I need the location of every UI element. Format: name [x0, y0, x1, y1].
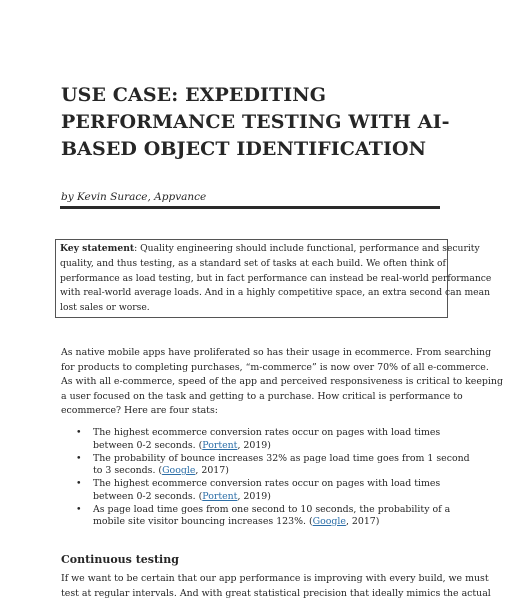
bullet-icon: •: [76, 427, 82, 438]
bullet-text-line-1: The probability of bounce increases 32% as page load time goes from 1 second: [93, 452, 470, 464]
key-statement-text-1: : Quality engineering should include functional, performance and security: [134, 243, 480, 254]
source-link-google[interactable]: Google: [312, 516, 346, 527]
title-divider: [60, 206, 440, 209]
source-link-portent[interactable]: Portent: [202, 439, 238, 451]
document-title: [61, 82, 481, 163]
key-statement-line-3: performance as load testing, but in fact performance can instead be real-world performance: [60, 272, 492, 284]
key-statement-box: [55, 239, 492, 318]
section-paragraph: [61, 572, 491, 601]
bullet-text: between 0-2 seconds. (: [93, 439, 203, 451]
bullet-text-line-2: [93, 465, 456, 478]
bullet-year: , 2017): [345, 516, 380, 527]
bullet-text: mobile site visitor bouncing increases 123%. (: [93, 516, 313, 527]
intro-paragraph: [61, 346, 503, 419]
bullet-text: between 0-2 seconds. (: [93, 490, 203, 502]
section-line-1: If we want to be certain that our app performance is improving with every build, we must: [61, 573, 489, 584]
key-statement-line-5: lost sales or worse.: [60, 302, 150, 314]
intro-line-1: As native mobile apps have proliferated so has their usage in ecommerce. From searching: [61, 347, 492, 358]
key-statement-label: Key statement: [60, 243, 135, 254]
key-statement-line-4: with real-world average loads. And in a highly competitive space, an extra second can mean: [60, 287, 491, 299]
byline: by Kevin Surace, Appvance: [61, 191, 207, 203]
section-heading: Continuous testing: [61, 553, 179, 566]
bullet-year: , 2017): [195, 465, 229, 476]
bullet-text-line-1: As page load time goes from one second to 10 seconds, the probability of a: [93, 503, 451, 515]
bullet-icon: •: [76, 503, 82, 515]
title-line-2: PERFORMANCE TESTING WITH AI-: [61, 111, 450, 133]
bullet-icon: •: [76, 478, 82, 489]
bullet-icon: •: [76, 452, 82, 464]
bullet-year: , 2019): [237, 490, 271, 502]
intro-line-4: a user focused on the task and getting to a purchase. How critical is performance to: [61, 390, 463, 402]
bullet-year: , 2019): [237, 439, 271, 451]
list-item: [76, 504, 456, 529]
source-link-portent[interactable]: Portent: [202, 490, 238, 502]
stats-list: [76, 427, 470, 529]
bullet-text-line-2: [93, 491, 456, 504]
intro-line-5: ecommerce? Here are four stats:: [61, 405, 218, 417]
title-line-1: USE CASE: EXPEDITING: [61, 84, 327, 106]
bullet-text-line-2: [93, 516, 456, 529]
bullet-text: to 3 seconds. (: [93, 465, 163, 476]
list-item: [76, 478, 456, 503]
source-link-google[interactable]: Google: [162, 465, 196, 476]
title-line-3: BASED OBJECT IDENTIFICATION: [61, 138, 427, 160]
bullet-text-line-1: The highest ecommerce conversion rates occur on pages with load times: [93, 427, 441, 438]
intro-line-2: for products to completing purchases, “m-commerce” is now over 70% of all e-commerce.: [61, 361, 489, 373]
key-statement-line-1: [60, 242, 480, 257]
intro-line-3: As with all e-commerce, speed of the app and perceived responsiveness is critical to keeping: [61, 376, 503, 388]
bullet-text-line-2: [93, 440, 456, 453]
key-statement-line-2: quality, and thus testing, as a standard set of tasks at each build. We often think of: [60, 257, 446, 269]
list-item: [76, 427, 456, 452]
list-item: [76, 452, 470, 478]
bullet-text-line-1: The highest ecommerce conversion rates occur on pages with load times: [93, 478, 441, 489]
section-line-2: test at regular intervals. And with great statistical precision that ideally mimics the actual: [61, 587, 491, 599]
